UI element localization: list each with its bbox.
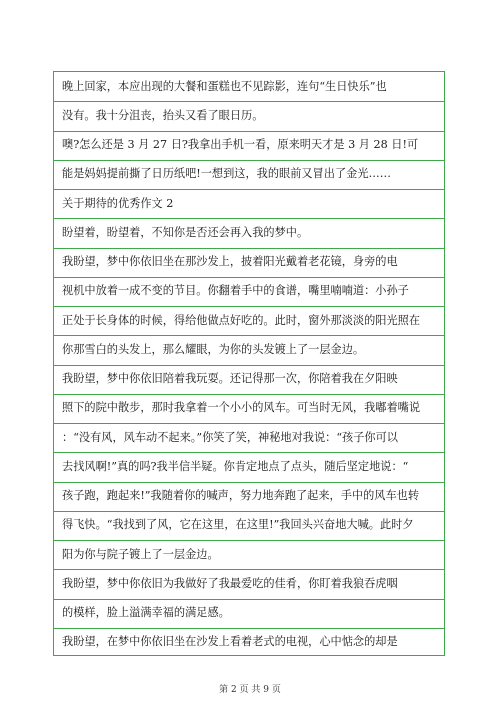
text-line: 正处于长身体的时候，得给他做点好吃的。此时，窗外那淡淡的阳光照在 (62, 313, 421, 327)
text-line: 照下的院中散步，那时我拿着一个小小的风车。可当时无风，我嘟着嘴说 (62, 401, 421, 415)
ruled-line (54, 160, 444, 161)
text-line: 噢?怎么还是 3 月 27 日?我拿出手机一看，原来明天才是 3 月 28 日!可 (62, 138, 419, 152)
ruled-line (54, 365, 444, 366)
ruled-line (54, 452, 444, 453)
text-line: 我盼望，梦中你依旧坐在那沙发上，披着阳光戴着老花镜，身旁的电 (62, 255, 398, 269)
ruled-line (54, 599, 444, 600)
ruled-line (54, 628, 444, 629)
text-line: 我盼望，在梦中你依旧坐在沙发上看着老式的电视，心中惦念的却是 (62, 635, 398, 649)
text-line: 我盼望，梦中你依旧为我做好了我最爱吃的佳肴，你盯着我狼吞虎咽 (62, 576, 398, 590)
text-line: 关于期待的优秀作文 2 (62, 196, 174, 210)
text-line: 阳为你与院子镀上了一层金边。 (62, 547, 219, 561)
text-line: 孩子跑，跑起来!”我随着你的喊声，努力地奔跑了起来，手中的风车也转 (62, 489, 420, 503)
ruled-line (54, 248, 444, 249)
text-line: 没有。我十分沮丧，抬头又看了眼日历。 (62, 108, 264, 122)
ruled-line (54, 306, 444, 307)
ruled-line (54, 277, 444, 278)
text-line: 去找风啊!”真的吗?我半信半疑。你肯定地点了点头，随后坚定地说：“ (62, 459, 409, 473)
ruled-text-grid (53, 71, 445, 656)
ruled-line (54, 482, 444, 483)
text-line: 晚上回家，本应出现的大餐和蛋糕也不见踪影，连句“生日快乐”也 (62, 79, 387, 93)
ruled-line (54, 569, 444, 570)
text-line: 视机中放着一成不变的节目。你翻着手中的食谱，嘴里喃喃道：小孙子 (62, 284, 409, 298)
text-line: 你那雪白的头发上，那么耀眼，为你的头发镀上了一层金边。 (62, 342, 365, 356)
text-line: 得飞快。“我找到了风，它在这里，在这里!”我回头兴奋地大喊。此时夕 (62, 518, 414, 532)
ruled-line (54, 335, 444, 336)
ruled-line (54, 189, 444, 190)
page-footer: 第 2 页 共 9 页 (219, 685, 281, 695)
ruled-line (54, 131, 444, 132)
text-line: 的模样，脸上溢满幸福的满足感。 (62, 606, 230, 620)
ruled-line (54, 218, 444, 219)
ruled-line (54, 540, 444, 541)
ruled-line (54, 511, 444, 512)
ruled-line (54, 101, 444, 102)
text-line: 能是妈妈提前撕了日历纸吧!一想到这，我的眼前又冒出了金光…… (62, 167, 391, 181)
text-line: ：“没有风，风车动不起来。”你笑了笑，神秘地对我说：“孩子你可以 (62, 430, 398, 444)
ruled-line (54, 423, 444, 424)
ruled-line (54, 394, 444, 395)
text-line: 盼望着，盼望着，不知你是否还会再入我的梦中。 (62, 225, 309, 239)
text-line: 我盼望，梦中你依旧陪着我玩耍。还记得那一次，你陪着我在夕阳映 (62, 372, 398, 386)
